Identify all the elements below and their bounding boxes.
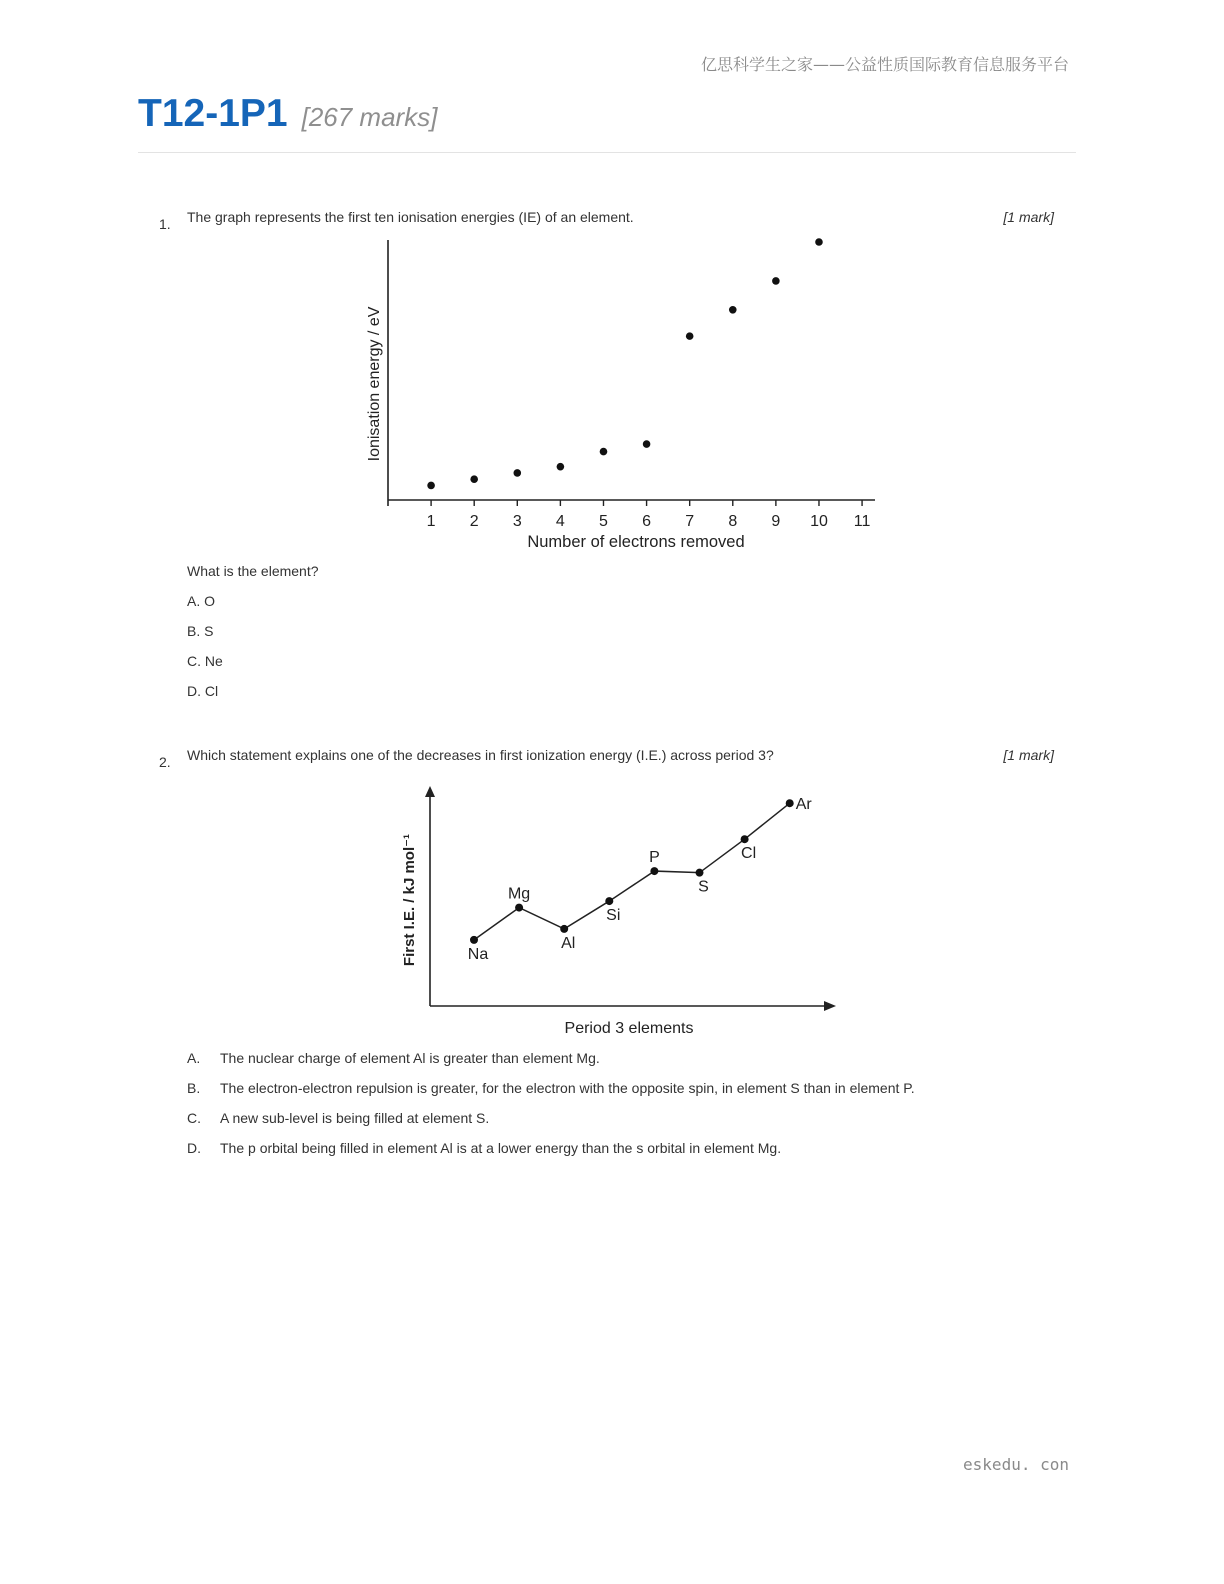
- option-d-letter: D.: [187, 1140, 201, 1156]
- option-d[interactable]: The p orbital being filled in element Al is at a lower energy than the s orbital in element Mg.: [220, 1140, 782, 1156]
- x-tick-label: 5: [599, 513, 608, 530]
- point-label: Ar: [795, 796, 812, 814]
- point-label: Al: [561, 934, 576, 952]
- y-axis-label: Ionisation energy / eV: [366, 306, 383, 462]
- point-label: S: [698, 878, 709, 896]
- data-point: [605, 897, 613, 905]
- data-point: [600, 448, 608, 456]
- data-point: [696, 869, 704, 877]
- page-title: T12-1P1: [138, 92, 288, 135]
- option-b-letter: B.: [187, 1080, 201, 1096]
- option-c[interactable]: C. Ne: [187, 653, 223, 669]
- first-ionization-energy-chart: [390, 780, 850, 1045]
- option-b[interactable]: B. S: [187, 623, 214, 639]
- question-text: The graph represents the first ten ionisation energies (IE) of an element.: [187, 209, 634, 225]
- option-a[interactable]: A. O: [187, 593, 216, 609]
- page-title-row: [138, 92, 1076, 153]
- data-point: [815, 238, 823, 246]
- x-axis-label: Period 3 elements: [564, 1020, 694, 1037]
- x-tick-label: 9: [771, 513, 781, 530]
- data-point: [729, 306, 737, 314]
- series-line: [474, 803, 790, 940]
- point-label: Si: [606, 907, 621, 925]
- data-point: [560, 925, 568, 933]
- x-tick-label: 10: [810, 513, 828, 530]
- point-label: Mg: [507, 885, 531, 903]
- data-point: [470, 936, 478, 944]
- data-point: [643, 440, 651, 448]
- x-tick-label: 7: [685, 513, 695, 530]
- data-point: [427, 482, 435, 490]
- point-label: P: [649, 849, 660, 867]
- option-a[interactable]: The nuclear charge of element Al is greater than element Mg.: [220, 1050, 600, 1066]
- question-number: 1.: [159, 216, 171, 232]
- question-mark: [1 mark]: [1003, 747, 1054, 763]
- ionisation-energy-chart: [355, 230, 885, 560]
- x-axis-label: Number of electrons removed: [527, 533, 745, 551]
- point-label: Na: [467, 945, 489, 963]
- y-axis-label: First I.E. / kJ mol⁻¹: [401, 833, 418, 967]
- x-axis-arrow: [824, 1001, 836, 1011]
- data-point: [786, 799, 794, 807]
- option-c-letter: C.: [187, 1110, 201, 1126]
- x-tick-label: 8: [728, 513, 738, 530]
- x-tick-label: 6: [642, 513, 652, 530]
- data-point: [470, 475, 478, 483]
- x-tick-label: 4: [555, 513, 565, 530]
- question-number: 2.: [159, 754, 171, 770]
- total-marks: [267 marks]: [301, 102, 438, 132]
- question-text: Which statement explains one of the decreases in first ionization energy (I.E.) across period 3?: [187, 747, 774, 763]
- x-tick-label: 11: [853, 513, 871, 530]
- option-a-letter: A.: [187, 1050, 201, 1066]
- option-d[interactable]: D. Cl: [187, 683, 219, 699]
- x-tick-label: 2: [469, 513, 479, 530]
- data-point: [772, 277, 780, 285]
- x-tick-label: 1: [426, 513, 436, 530]
- question-prompt: What is the element?: [187, 563, 319, 579]
- data-point: [686, 332, 694, 340]
- data-point: [557, 463, 565, 471]
- data-point: [741, 835, 749, 843]
- watermark-bottom: eskedu. con: [963, 1455, 1069, 1474]
- question-mark: [1 mark]: [1003, 209, 1054, 225]
- option-c[interactable]: A new sub-level is being filled at element S.: [220, 1110, 490, 1126]
- watermark-top: 亿思科学生之家——公益性质国际教育信息服务平台: [700, 55, 1069, 74]
- point-label: Cl: [741, 845, 757, 863]
- x-tick-label: 3: [512, 513, 522, 530]
- y-axis-arrow: [425, 786, 435, 797]
- data-point: [513, 469, 521, 477]
- data-point: [515, 904, 523, 912]
- data-point: [650, 867, 658, 875]
- option-b[interactable]: The electron-electron repulsion is greater, for the electron with the opposite spin, in element S than in element P.: [220, 1080, 915, 1096]
